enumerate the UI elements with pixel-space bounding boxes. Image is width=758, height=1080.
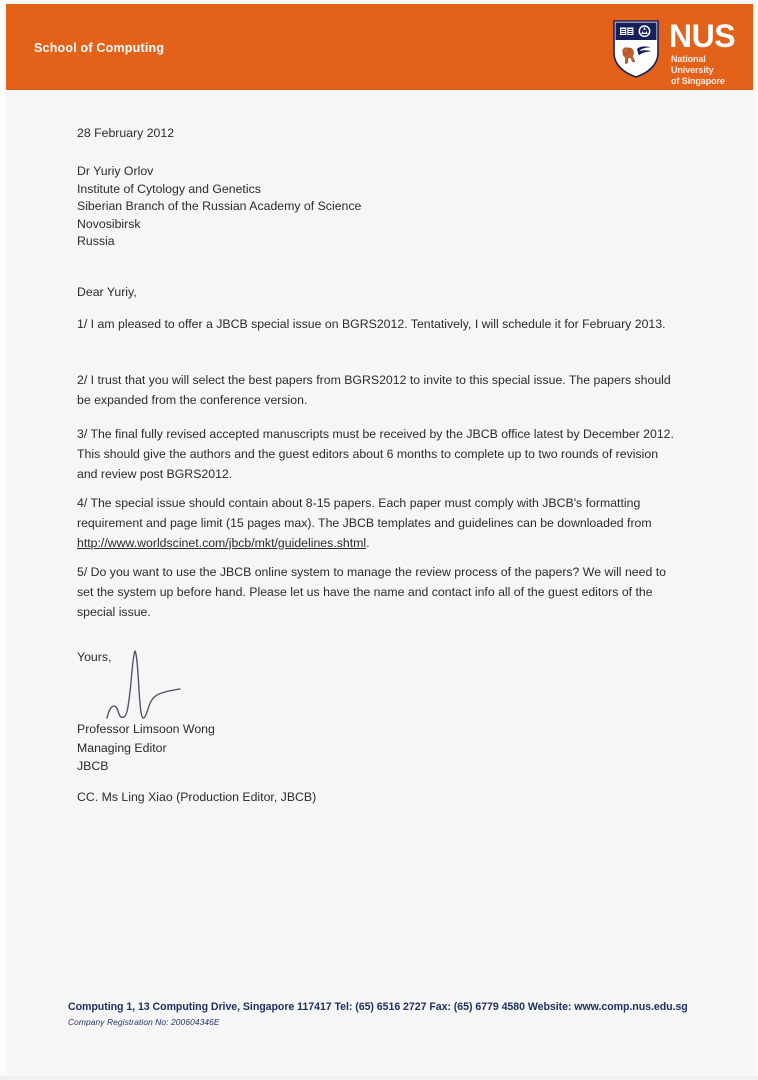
recipient-address (77, 163, 361, 251)
guidelines-url-link[interactable]: http://www.worldscinet.com/jbcb/mkt/guidelines.shtml (77, 535, 367, 550)
address-line: Russia (77, 234, 115, 248)
paragraph-4-tail: . (366, 535, 370, 550)
letter-date: 28 February 2012 (77, 126, 175, 140)
signer-role: Managing Editor (77, 740, 167, 755)
paragraph-3: 3/ The final fully revised accepted manuscripts must be received by the JBCB office latest by December 2012. This should give the authors and the guest editors about 6 months to complete up to two rounds of revision and review post BGRS2012. (77, 427, 674, 481)
scan-edge-right (753, 0, 758, 1080)
signer-org: JBCB (77, 759, 109, 773)
address-line: Dr Yuriy Orlov (77, 164, 154, 178)
paragraph-2: 2/ I trust that you will select the best papers from BGRS2012 to invite to this special issue. The papers should be expanded from the conference version. (77, 373, 671, 407)
address-line: Siberian Branch of the Russian Academy of Science (77, 199, 362, 213)
nus-subtitle (671, 54, 745, 87)
page-footer (68, 1001, 718, 1027)
school-name: School of Computing (34, 41, 165, 55)
address-line: Institute of Cytology and Genetics (77, 181, 261, 196)
signer-name: Professor Limsoon Wong (77, 722, 215, 736)
scan-edge-left (0, 0, 6, 1080)
handwritten-signature (104, 648, 214, 726)
closing-salutation: Yours, (77, 650, 112, 664)
nus-wordmark: NUS (669, 18, 736, 54)
paragraph-1: 1/ I am pleased to offer a JBCB special issue on BGRS2012. Tentatively, I will schedule it for February 2013. (77, 317, 666, 331)
nus-logo (613, 18, 745, 84)
signer-block (77, 720, 215, 776)
nus-shield-crest (613, 20, 659, 78)
cc-line: CC. Ms Ling Xiao (Production Editor, JBCB) (77, 790, 317, 804)
salutation: Dear Yuriy, (77, 285, 137, 299)
letterhead-banner (5, 4, 753, 90)
paragraph-4 (77, 494, 680, 553)
paragraph-4-text: 4/ The special issue should contain about 8-15 papers. Each paper must comply with JBCB's formatting requirement and page limit (15 pages max). The JBCB templates and guidelines can be downloaded from (77, 496, 652, 530)
paragraph-5: 5/ Do you want to use the JBCB online system to manage the review process of the papers? We will need to set the system up before hand. Please let us have the name and contact info all of the guest editors of the special issue. (77, 565, 666, 619)
address-line: Novosibirsk (77, 216, 141, 231)
footer-address: Computing 1, 13 Computing Drive, Singapore 117417 Tel: (65) 6516 2727 Fax: (65) 6779 4580 Website: www.comp.nus.edu.sg (68, 1001, 688, 1013)
nus-subtitle-line-2: of Singapore (671, 76, 725, 86)
scan-edge-bottom (0, 1076, 758, 1080)
nus-subtitle-line-1: National University (671, 54, 714, 75)
footer-registration: Company Registration No: 200604346E (68, 1017, 220, 1027)
